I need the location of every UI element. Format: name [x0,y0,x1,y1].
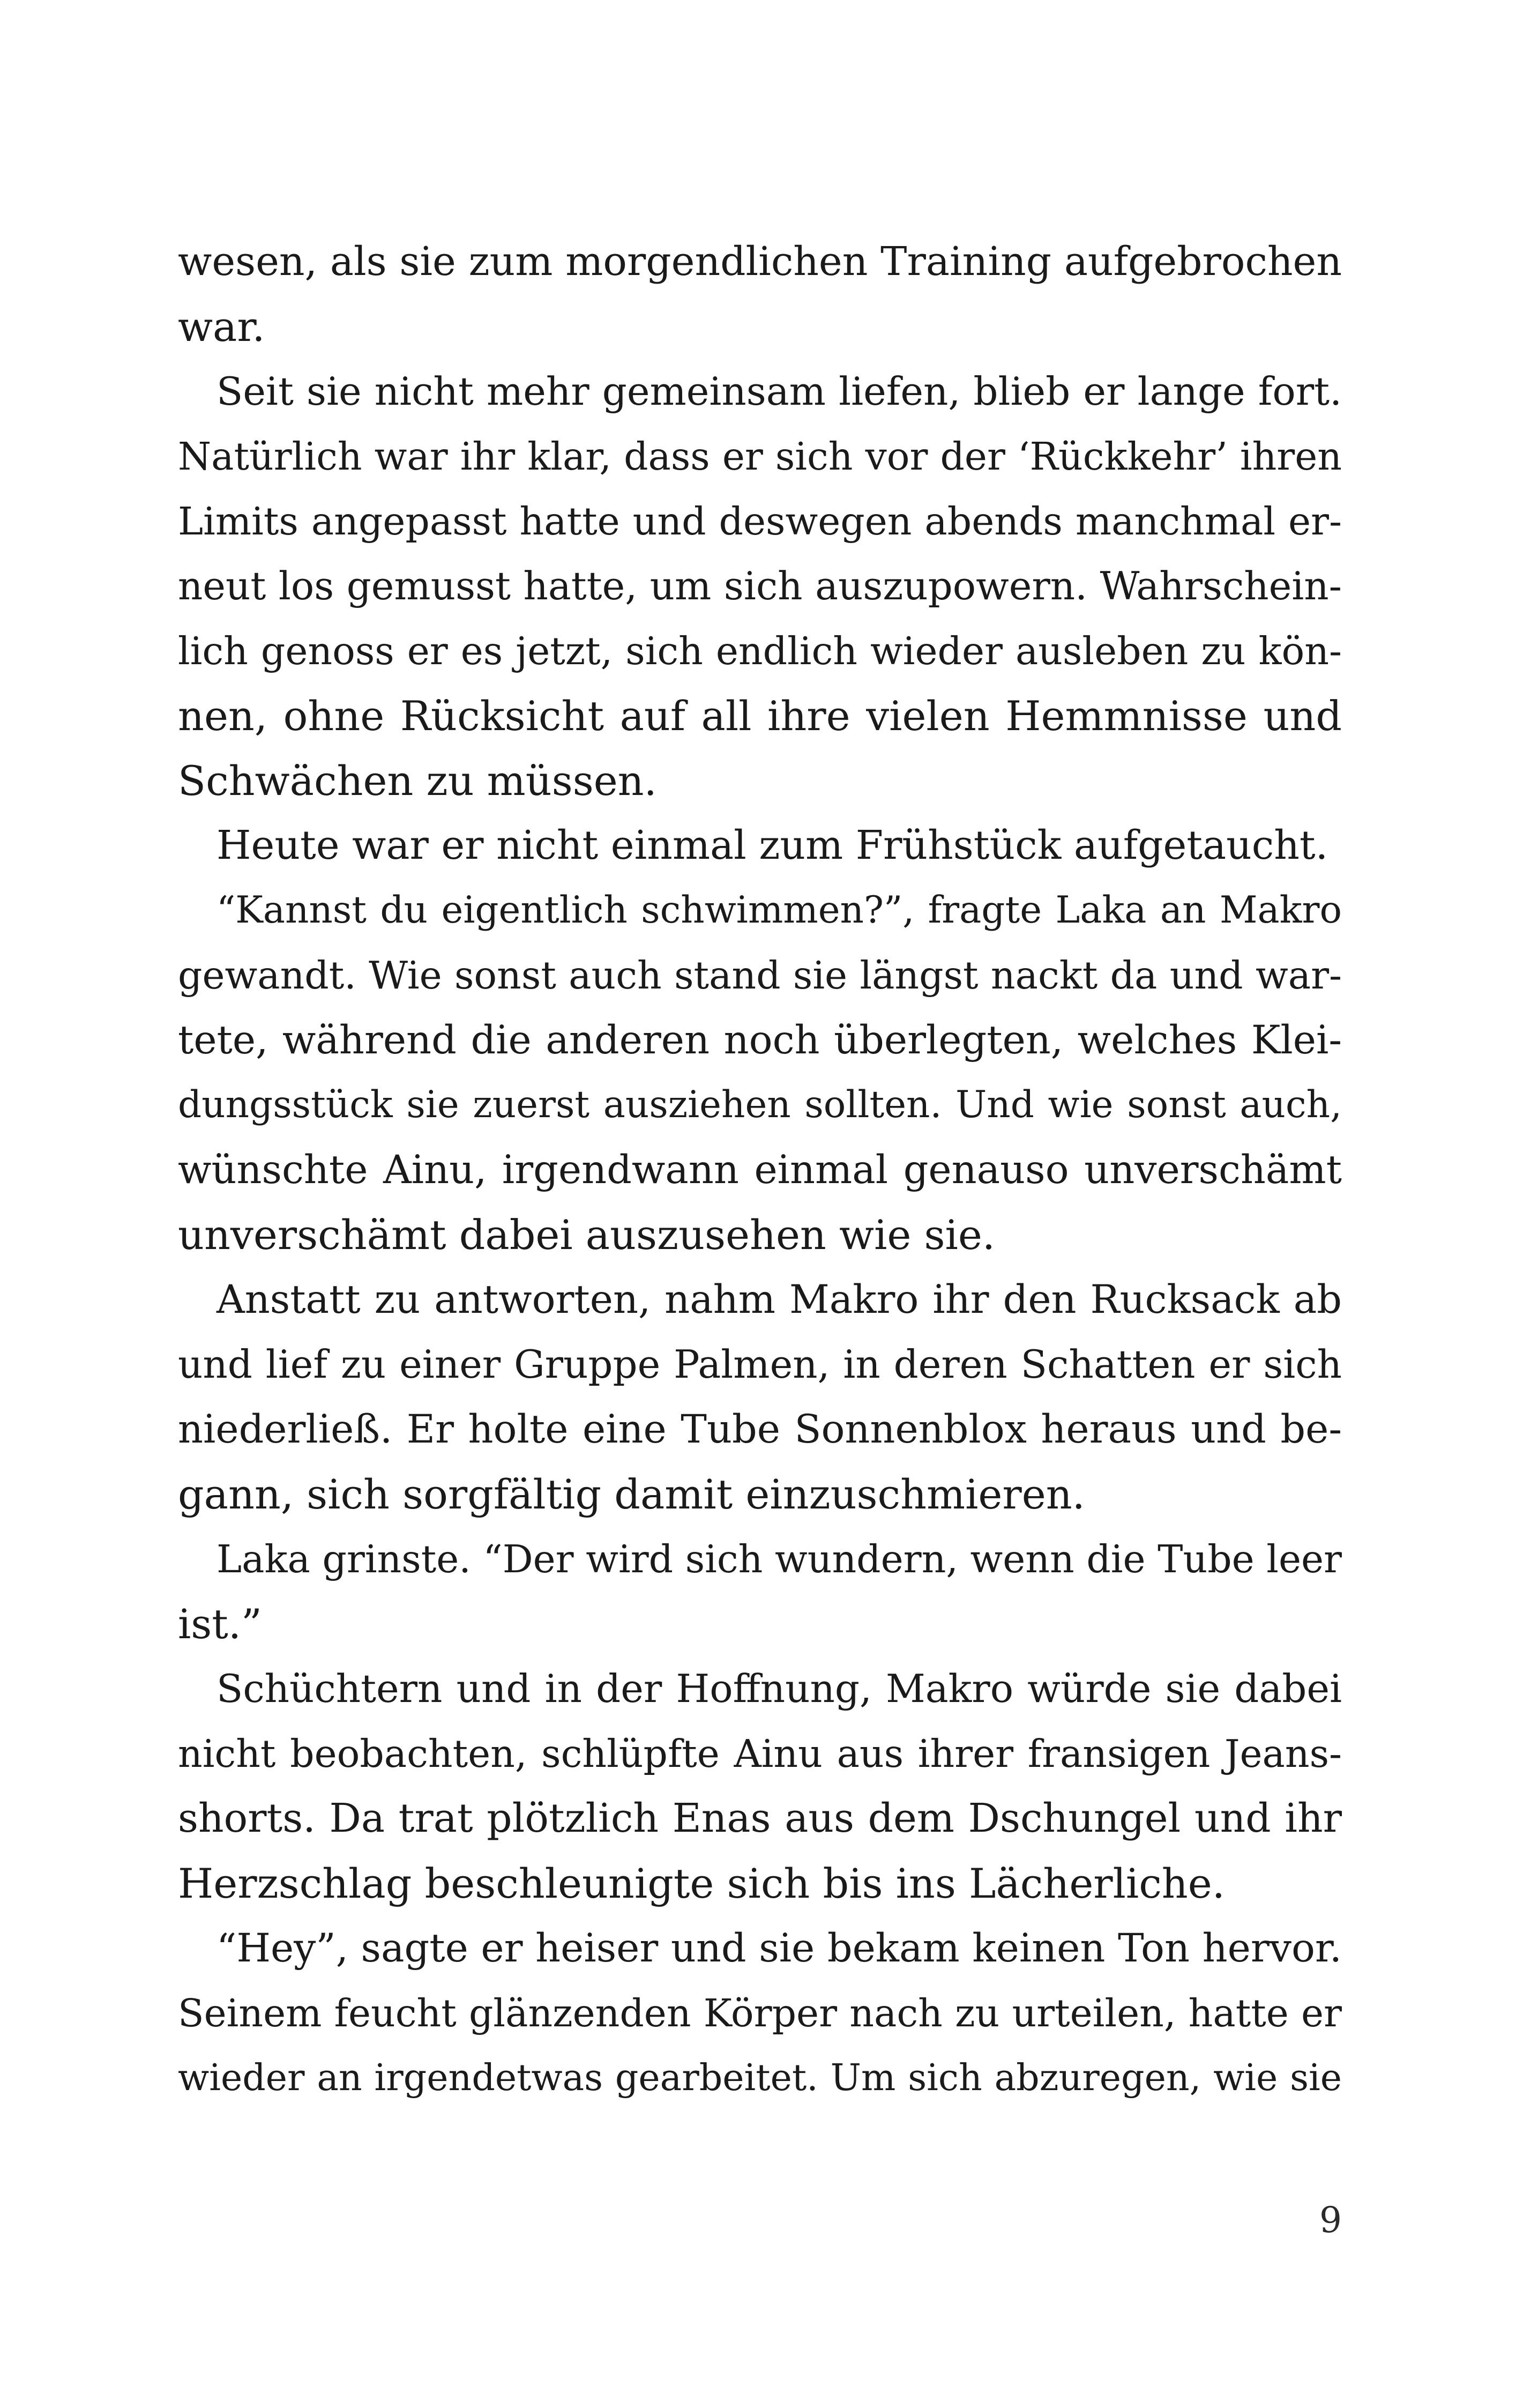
text-line: Seinem feucht glänzenden Körper nach zu urteilen, hatte er [178,1991,1342,2035]
text-line: Heute war er nicht einmal zum Frühstück aufgetaucht. [216,822,1328,868]
text-line: war. [178,303,265,351]
text-line: wieder an irgendetwas gearbeitet. Um sich abzuregen, wie sie [178,2057,1342,2099]
text-line: Anstatt zu antworten, nahm Makro ihr den Rucksack ab [216,1277,1342,1322]
text-line: tete, während die anderen noch überlegten, welches Klei- [178,1017,1342,1063]
text-line: niederließ. Er holte eine Tube Sonnenblox heraus und be- [178,1407,1342,1452]
text-line: nicht beobachten, schlüpfte Ainu aus ihrer fransigen Jeans- [178,1731,1342,1776]
text-line: Seit sie nicht mehr gemeinsam liefen, blieb er lange fort. [216,369,1342,414]
text-line: neut los gemusst hatte, um sich auszupowern. Wahrschein- [178,563,1342,608]
text-line: lich genoss er es jetzt, sich endlich wieder ausleben zu kön- [178,629,1342,673]
text-line: unverschämt dabei auszusehen wie sie. [178,1211,995,1259]
text-line: Schüchtern und in der Hoffnung, Makro würde sie dabei [216,1666,1342,1711]
text-line: dungsstück sie zuerst ausziehen sollten. Und wie sonst auch, [178,1083,1342,1126]
text-line: gewandt. Wie sonst auch stand sie längst nackt da und war- [178,953,1342,998]
text-line: nen, ohne Rücksicht auf all ihre vielen Hemmnisse und [178,692,1342,740]
text-line: Natürlich war ihr klar, dass er sich vor der ‘Rückkehr’ ihren [178,434,1342,479]
text-line: und lief zu einer Gruppe Palmen, in deren Schatten er sich [178,1342,1342,1387]
text-line: shorts. Da trat plötzlich Enas aus dem Dschungel und ihr [178,1795,1342,1841]
text-line: ist.” [178,1600,262,1648]
body-text [178,229,1342,2110]
text-line: Limits angepasst hatte und deswegen abends manchmal er- [178,499,1342,544]
text-line: wesen, als sie zum morgendlichen Training aufgebrochen [178,239,1342,285]
text-line: Schwächen zu müssen. [178,757,657,805]
text-line: “Hey”, sagte er heiser und sie bekam keinen Ton hervor. [216,1926,1342,1971]
text-line: Laka grinste. “Der wird sich wundern, wenn die Tube leer [216,1537,1342,1581]
text-line: “Kannst du eigentlich schwimmen?”, fragte Laka an Makro [216,889,1342,932]
text-line: wünschte Ainu, irgendwann einmal genauso unverschämt [178,1147,1342,1193]
text-line: gann, sich sorgfältig damit einzuschmieren. [178,1470,1085,1518]
text-line: Herzschlag beschleunigte sich bis ins Lächerliche. [178,1860,1225,1907]
page-number: 9 [1319,2199,1342,2241]
